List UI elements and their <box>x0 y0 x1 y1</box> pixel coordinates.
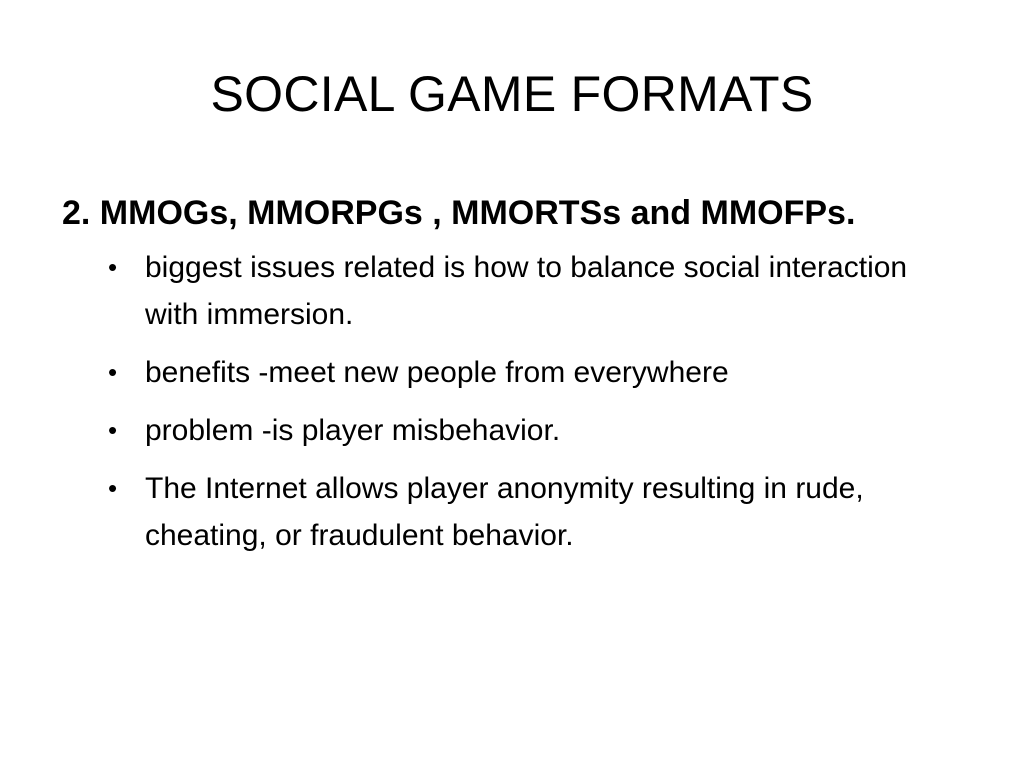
bullet-item <box>108 244 945 338</box>
slide-title: SOCIAL GAME FORMATS <box>210 66 814 122</box>
bullet-item <box>108 407 945 454</box>
bullet-marker: • <box>108 252 118 282</box>
bullet-marker: • <box>108 473 118 503</box>
bullet-text: The Internet allows player anonymity resulting in rude, cheating, or fraudulent behavior. <box>145 472 864 552</box>
slide-content <box>62 188 962 570</box>
bullet-text: problem -is player misbehavior. <box>145 414 561 447</box>
bullet-item <box>108 349 945 396</box>
bullet-text: biggest issues related is how to balance social interaction with immersion. <box>145 251 908 331</box>
bullet-list <box>62 244 962 559</box>
bullet-marker: • <box>108 415 118 445</box>
section-heading: 2. MMOGs, MMORPGs , MMORTSs and MMOFPs. <box>62 194 856 232</box>
bullet-text: benefits -meet new people from everywhere <box>145 356 729 389</box>
bullet-item <box>108 465 945 559</box>
bullet-marker: • <box>108 357 118 387</box>
